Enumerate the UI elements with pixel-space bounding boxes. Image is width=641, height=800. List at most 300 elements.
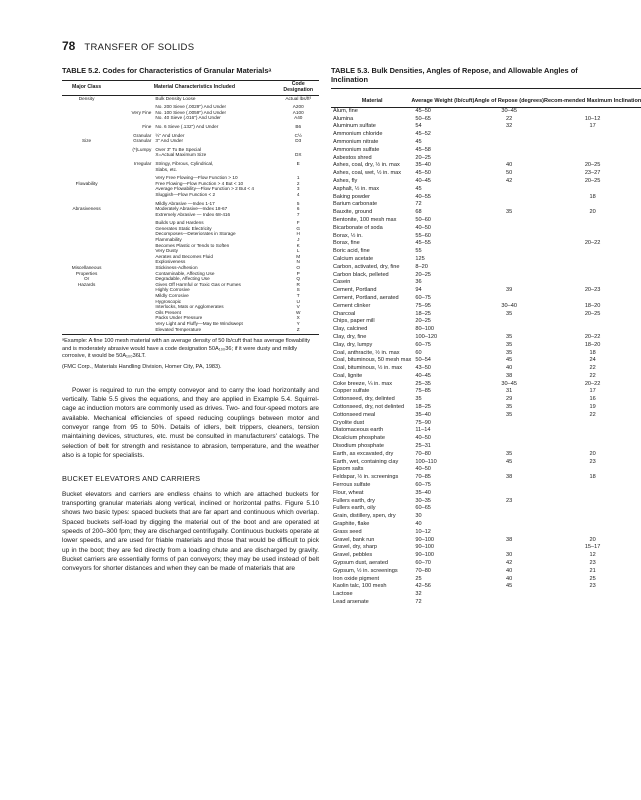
table-5-3-inclination-cell: 20 [589,536,596,543]
table-5-3-weight-cell: 8–20 [415,263,428,270]
table-5-3-inclination-cell [544,513,641,521]
table-5-3-inclination-cell: 20 [589,209,596,216]
table-5-2-caption: TABLE 5.2. Codes for Characteristics of Granular Materialsᵃ [62,66,272,75]
table-5-2-code-cell: A40 [294,115,303,121]
table-5-3-material-cell: Coal, bituminous, ½ in. max [333,365,403,372]
table-5-3-repose-cell [474,256,544,264]
table-5-3-repose-cell: 35 [506,310,513,317]
table-5-2-desc-cell: Generates Static Electricity [155,225,212,231]
table-5-3-repose-cell [474,139,544,147]
table-5-3-inclination-cell [544,147,641,155]
table-5-3-material-cell: Ferrous sulfate [333,482,371,489]
table-5-3-weight-cell: 25–31 [415,443,431,450]
table-5-3-row [331,272,641,280]
table-5-3-weight-cell: 75–95 [415,302,431,309]
table-5-3-repose-cell [474,186,544,194]
table-5-2-desc-cell: Explosiveness [155,259,186,265]
table-5-2-body [62,95,319,335]
table-5-3-row [331,420,641,428]
table-5-2-code-cell: H [296,231,300,237]
table-5-3-repose-cell [474,225,544,233]
table-5-3-repose-cell: 35 [506,349,513,356]
table-5-2-sub-cell: Irregular [133,160,152,166]
table-5-2-desc-cell: Average Flowability—Flow Function > 2 But < 4 [155,186,255,192]
table-5-3-material-cell: Coal, lignite [333,372,363,379]
table-5-3-material-cell: Cement clinker [333,302,371,309]
table-5-3-row [331,537,641,545]
table-5-2-code-cell: 1 [296,175,300,181]
table-5-3-material-cell: Epsom salts [333,466,364,473]
table-5-2-desc-cell: Very Free Flowing—Flow Function > 10 [155,175,238,181]
table-5-2-code-cell: F [296,220,300,226]
table-5-3-repose-cell: 30 [506,552,513,559]
table-5-3-repose-cell: 38 [506,474,513,481]
table-5-3-material-cell: Casein [333,279,351,286]
table-5-3-inclination-cell [544,107,641,115]
right-column [331,66,641,607]
table-5-3-repose-cell [474,443,544,451]
table-5-3 [331,88,641,607]
table-5-3-inclination-cell: 16 [589,396,596,403]
table-5-3-repose-cell [474,217,544,225]
table-5-3-material-cell: Barium carbonate [333,201,378,208]
table-5-3-material-cell: Cement, Portland, aerated [333,294,399,301]
table-5-3-repose-cell: 45 [506,583,513,590]
table-5-3-material-cell: Borax, ½ in. [333,232,363,239]
table-5-2-cls-cell: Properties [75,270,98,276]
table-5-3-repose-cell: 30–45 [501,380,517,387]
table-5-3-inclination-cell [544,256,641,264]
table-5-3-repose-cell [474,295,544,303]
table-5-3-weight-cell: 70–80 [415,450,431,457]
header-material: Material [331,97,411,107]
table-5-3-row [331,474,641,482]
table-5-2-desc-cell: Aerates and Becomes Fluid [155,253,213,259]
table-5-2-code-cell: L [296,248,300,254]
table-5-3-inclination-cell: 17 [589,123,596,130]
table-5-3-row [331,498,641,506]
table-5-3-weight-cell: 45–50 [415,170,431,177]
table-5-3-row [331,303,641,311]
table-5-3-material-cell: Gypsum, ½ in. screenings [333,567,398,574]
table-5-3-inclination-cell: 23–27 [584,170,601,177]
table-5-2-cls-cell: Size [82,138,92,144]
table-5-3-material-cell: Bicarbonate of soda [333,224,383,231]
table-5-3-repose-cell: 45 [506,357,513,364]
footnote-text: ᵃExample: A fine 100 mesh material with an average density of 50 lb/cuft that has average flowability and is moderately abrasive would have a code designation 50A₁₀₀36; if it were dusty and mildly corrosive, it would be 50A₁₀₀36LT. [62,338,311,360]
table-5-3-weight-cell: 30 [415,513,422,520]
table-5-3-inclination-cell: 20–25 [584,162,601,169]
table-5-3-material-cell: Cottonseed, dry, not delinted [333,404,405,411]
table-5-3-material-cell: Borax, fine [333,240,360,247]
table-5-2-code-cell: S [296,287,300,293]
table-5-3-inclination-cell [544,233,641,241]
table-5-2-desc-cell: Slabs, etc. [155,166,178,172]
table-5-3-repose-cell [474,513,544,521]
table-5-2-desc-cell: Very Dusty [155,248,179,254]
table-5-3-material-cell: Boric acid, fine [333,248,370,255]
table-5-3-material-cell: Coal, anthracite, ½ in. max [333,349,400,356]
paragraph-power: Power is required to run the empty conveyor and to carry the load horizontally and vertically. Table 5.5 gives the equations, and they are applied in Example 5.4. Squirrel-cage ac induction motors are commonly used as drives. Two- and four-speed motors are available. Mechanical efficiencies of speed reducing couplings between motor and conveyor range from 95 to 50%. Details of idlers, belt trippers, cleaners, tension maintaining devices, structures, etc. must be consulted in manufacturers' catalogs. The selection of belt for strength and resistance to abrasion, temperature, and the weather also is a topic for specialists. [62,386,319,459]
table-5-3-weight-cell: 40–50 [415,466,431,473]
table-5-3-weight-cell: 60–75 [415,294,431,301]
table-5-3-material-cell: Chips, paper mill [333,318,375,325]
table-5-3-weight-cell: 40 [415,521,422,528]
table-5-3-repose-cell: 31 [506,388,513,395]
table-5-3-row [331,576,641,584]
table-5-3-repose-cell: 35 [506,341,513,348]
table-5-3-inclination-cell [544,420,641,428]
table-5-3-inclination-cell: 25 [589,575,596,582]
table-5-3-material-cell: Grass seed [333,528,362,535]
table-5-3-weight-cell: 35–40 [415,489,431,496]
table-5-3-material-cell: Asbestos shred [333,154,372,161]
table-5-3-inclination-cell: 22 [589,365,596,372]
table-5-3-row [331,459,641,467]
table-5-3-row [331,295,641,303]
table-5-3-material-cell: Fullers earth, dry [333,497,375,504]
table-5-3-material-cell: Calcium acetate [333,255,374,262]
table-5-3-material-cell: Coke breeze, ¼ in. max [333,380,393,387]
table-5-3-material-cell: Graphite, flake [333,521,370,528]
table-5-3-material-cell: Clay, calcined [333,326,368,333]
table-5-2-desc-cell: No. 40 Sieve (.016") And Under [155,115,221,121]
table-5-3-repose-cell [474,264,544,272]
header-material: Material Characteristics Included [111,81,277,96]
table-5-3-row [331,123,641,131]
table-5-3-inclination-cell [544,264,641,272]
table-5-3-row [331,107,641,115]
table-5-2-desc-cell: Moderately Abrasive—Index 18-67 [155,206,228,212]
table-5-3-material-cell: Lead arsenate [333,599,369,605]
body-text [62,386,319,574]
table-5-3-weight-cell: 75–90 [415,419,431,426]
table-5-3-weight-cell: 54 [415,123,422,130]
table-5-3-row [331,451,641,459]
table-5-3-weight-cell: 40–45 [415,372,431,379]
table-5-3-repose-cell [474,521,544,529]
table-5-3-inclination-cell [544,498,641,506]
table-5-3-repose-cell: 45 [506,458,513,465]
table-5-3-weight-cell: 35–40 [415,411,431,418]
table-5-3-repose-cell [474,279,544,287]
table-5-3-row [331,318,641,326]
table-5-3-row [331,404,641,412]
table-5-3-row [331,513,641,521]
table-5-3-inclination-cell [544,466,641,474]
header-major-class: Major Class [62,81,111,96]
table-5-2-desc-cell: Oils Present [155,309,181,315]
table-5-2-desc-cell: Packs Under Pressure [155,315,203,321]
table-5-3-weight-cell: 11–14 [415,427,431,434]
table-5-3-material-cell: Gypsum dust, aerated [333,560,389,567]
table-5-2-desc-cell: Elevated Temperature [155,326,202,332]
table-5-3-repose-cell [474,248,544,256]
table-5-3-repose-cell [474,201,544,209]
table-5-3-repose-cell: 38 [506,372,513,379]
table-5-3-weight-cell: 60 [415,349,422,356]
table-5-3-repose-cell: 35 [506,450,513,457]
table-5-3-weight-cell: 35 [415,396,422,403]
table-5-3-weight-cell: 35–40 [415,162,431,169]
table-5-3-repose-cell [474,591,544,599]
table-5-3-weight-cell: 45 [415,185,422,192]
table-5-2-footnote [62,338,319,371]
table-5-3-inclination-cell [544,427,641,435]
table-5-3-repose-cell [474,155,544,163]
table-5-3-weight-cell: 25 [415,575,422,582]
table-5-3-material-cell: Aluminum sulfate [333,123,376,130]
table-5-2 [62,80,319,335]
table-5-3-repose-cell [474,240,544,248]
table-5-3-weight-cell: 18–25 [415,404,431,411]
table-5-3-repose-cell: 40 [506,365,513,372]
table-5-3-material-cell: Coal, bituminous, 50 mesh max [333,357,412,364]
table-5-3-repose-cell [474,326,544,334]
table-5-2-desc-cell: Stringy, Fibrous, Cylindrical, [155,160,214,166]
page-number: 78 [62,39,76,53]
table-5-3-inclination-cell: 19 [589,404,596,411]
table-5-3-material-cell: Feldspar, ½ in. screenings [333,474,399,481]
table-5-2-desc-cell: Free Flowing—Flow Function > 4 But < 10 [155,180,244,186]
table-5-2-code-cell: 4 [296,191,300,197]
table-5-3-row [331,490,641,498]
header-weight: Average Weight (lb/cuft) [411,97,474,107]
table-5-3-row [331,248,641,256]
table-5-2-code-cell: 7 [296,211,300,217]
table-5-3-repose-cell [474,435,544,443]
table-5-3-row [331,435,641,443]
table-5-3-material-cell: Charcoal [333,310,356,317]
table-5-2-desc-cell: Sluggish—Flow Function < 2 [155,191,216,197]
table-5-3-weight-cell: 50–60 [415,216,431,223]
table-5-3-repose-cell: 30–45 [501,107,517,114]
table-5-3-material-cell: Kaolin talc, 100 mesh [333,583,387,590]
paragraph-bucket-elevators: Bucket elevators and carriers are endless chains to which are attached buckets for transporting granular materials along vertical, inclined or horizontal paths. Figure 5.10 shows two basic types: spaced buckets that are far apart and continuous which overlap. Spaced buckets self-load by digging the material out of the boot and are operated at speeds of 200–300 fpm; they are discharged centrifugally. Continuous buckets operate at lower speeds, and are used for friable materials and those that would be difficult to pick up in the boot; they are fed directly from a loading chute and are discharged by gravity. Bucket carriers are essentially forms of pan conveyors; they may be used instead of belt conveyors for shorter distances and when they can be made of materials that are [62,490,319,573]
table-5-2-code-cell: 3 [296,186,300,192]
table-5-3-row [331,116,641,124]
page-header [62,39,194,53]
table-5-3-weight-cell: 68 [415,209,422,216]
table-5-3-inclination-cell: 12 [589,552,596,559]
table-5-3-weight-cell: 10–12 [415,528,431,535]
table-5-3-inclination-cell [544,521,641,529]
table-5-2-code-cell: M [296,253,301,259]
table-5-3-inclination-cell [544,591,641,599]
table-5-3-row [331,599,641,607]
table-5-3-inclination-cell [544,505,641,513]
table-5-3-row [331,365,641,373]
table-5-3-row [331,256,641,264]
table-5-3-inclination-cell: 20–25 [584,310,601,317]
table-5-3-repose-cell [474,544,544,552]
table-5-3-repose-cell: 42 [506,560,513,567]
table-5-3-row [331,287,641,295]
table-5-3-material-cell: Ashes, coal, dry, ½ in. max [333,162,400,169]
table-5-2-desc-cell: Very Light and Fluffy—May Be Windswept [155,320,243,326]
table-5-2-desc-cell: Builds Up and Hardens [155,220,204,226]
table-5-2-code-cell: A200 [292,104,304,110]
table-5-3-material-cell: Fullers earth, oily [333,505,376,512]
table-5-3-row [331,147,641,155]
table-5-3-weight-cell: 94 [415,287,422,294]
table-5-3-repose-cell: 42 [506,177,513,184]
table-5-2-desc-cell: No. 200 Sieve (.0029") And Under [155,104,227,110]
table-5-3-material-cell: Dicalcium phosphate [333,435,385,442]
table-5-3-repose-cell: 38 [506,536,513,543]
table-5-2-desc-cell: Highly Corrosive [155,287,190,293]
table-5-3-inclination-cell: 18 [589,349,596,356]
table-5-3-row [331,357,641,365]
table-5-3-material-cell: Alumina [333,115,354,122]
table-5-3-row [331,178,641,186]
table-5-3-inclination-cell: 21 [589,567,596,574]
table-5-3-inclination-cell [544,435,641,443]
table-5-3-row [331,568,641,576]
table-5-2-desc-cell: Becomes Plastic or Tends to Soften [155,242,230,248]
table-5-2-code-cell: W [296,309,301,315]
table-5-3-material-cell: Bentonite, 100 mesh max [333,216,397,223]
table-5-3-weight-cell: 40–50 [415,435,431,442]
table-5-2-header-row [62,81,319,96]
table-5-2-desc-cell: No. 6 Sieve (.132") And Under [155,123,219,129]
table-5-2-code-cell: V [296,304,300,310]
table-5-3-material-cell: Ashes, coal, wet, ½ in. max [333,170,402,177]
table-5-3-weight-cell: 18–25 [415,310,431,317]
table-5-2-code-cell: A100 [292,109,304,115]
table-5-3-inclination-cell: 18 [589,474,596,481]
table-5-2-code-cell: Y [296,320,300,326]
section-title: BUCKET ELEVATORS AND CARRIERS [62,474,201,484]
table-5-2-code-cell: 6 [296,206,300,212]
table-5-3-row [331,583,641,591]
table-5-3-weight-cell: 45–50 [415,107,431,114]
table-5-3-material-cell: Ashes, fly [333,177,358,184]
table-5-3-inclination-cell: 17 [589,388,596,395]
table-5-3-weight-cell: 45–58 [415,146,431,153]
table-5-3-inclination-cell [544,490,641,498]
table-5-3-repose-cell: 22 [506,115,513,122]
table-5-3-inclination-cell [544,295,641,303]
table-5-3-body [331,107,641,607]
table-5-2-desc-cell: Mildly Corrosive [155,293,189,298]
table-5-2-desc-cell: Contaminable, Affecting Use [155,270,215,276]
table-5-2-code-cell: 2 [296,180,300,186]
table-5-3-weight-cell: 60–75 [415,482,431,489]
table-5-3-material-cell: Diatomaceous earth [333,427,384,434]
table-5-3-material-cell: Gravel, bank run [333,536,375,543]
table-5-3-repose-cell [474,194,544,202]
table-5-3-repose-cell: 50 [506,170,513,177]
table-5-2-desc-cell: Extremely Abrasive — Index 68-416 [155,211,231,217]
table-5-2-code-cell: C½ [294,132,302,138]
table-5-2-sub-cell: Granular [133,138,152,144]
table-5-3-weight-cell: 100–110 [415,458,437,465]
table-5-2-sub-cell: (*)Lumpy [132,146,152,152]
table-5-3-repose-cell [474,131,544,139]
table-5-3-weight-cell: 20–25 [415,271,431,278]
table-5-3-inclination-cell: 15–17 [584,544,601,551]
table-5-3-weight-cell: 45 [415,138,422,145]
table-5-3-inclination-cell [544,318,641,326]
table-5-3-repose-cell [474,233,544,241]
table-5-2-code-cell: X [296,315,300,321]
header-repose: Angle of Repose (degrees) [474,97,544,107]
table-5-2-desc-cell: Degradable, Affecting Use [155,276,210,282]
table-5-3-repose-cell: 35 [506,209,513,216]
table-5-3-material-cell: Ammonium nitrate [333,138,379,145]
table-5-3-row [331,264,641,272]
table-5-3-weight-cell: 125 [415,255,425,262]
table-5-3-material-cell: Bauxite, ground [333,209,373,216]
table-5-3-material-cell: Cottonseed meal [333,411,376,418]
table-5-3-row [331,396,641,404]
table-5-3-row [331,170,641,178]
table-5-3-row [331,373,641,381]
table-5-2-code-cell: G [296,225,301,231]
table-5-2-desc-cell: Gives Off Harmful or Toxic Gas or Fumes [155,281,241,287]
table-5-2-code-cell: Actual lbs/ft³ [285,95,312,101]
table-5-2-code-cell: P [296,270,300,276]
table-5-3-material-cell: Earth, as excavated, dry [333,450,394,457]
table-5-3-material-cell: Ammonium chloride [333,131,383,138]
table-5-3-row [331,194,641,202]
table-5-3-material-cell: Grain, distillery, spen, dry [333,513,396,520]
table-5-3-weight-cell: 60–70 [415,560,431,567]
table-5-3-row [331,412,641,420]
table-5-3-row [331,482,641,490]
table-5-2-bottom-rule [62,332,319,335]
table-5-2-desc-cell: Flammability [155,237,182,243]
table-5-3-row [331,381,641,389]
table-5-3-inclination-cell: 24 [589,357,596,364]
table-5-3-row [331,279,641,287]
table-5-3-inclination-cell: 18 [589,193,596,200]
table-5-3-material-cell: Cryolite dust [333,419,365,426]
table-5-3-material-cell: Cement, Portland [333,287,377,294]
table-5-2-desc-cell: Bulk Density Loose [155,95,196,101]
table-5-3-material-cell: Lactose [333,591,353,598]
table-5-2-desc-cell: 3" And Under [155,138,184,144]
table-5-3-weight-cell: 55–60 [415,232,431,239]
table-5-3-row [331,505,641,513]
table-5-3-material-cell: Disodium phosphate [333,443,384,450]
table-5-2-code-cell: B6 [295,123,302,129]
table-5-2-desc-cell: Stickiness-Adhesion [155,265,198,271]
table-5-3-row [331,560,641,568]
table-5-3-row [331,544,641,552]
table-5-2-code-cell: Z [296,326,300,332]
table-5-2-sub-cell: Granular [133,132,152,138]
table-5-3-repose-cell: 39 [506,287,513,294]
table-5-3-repose-cell: 40 [506,575,513,582]
table-5-3-inclination-cell: 18–20 [584,341,601,348]
table-5-3-row [331,240,641,248]
table-5-3-material-cell: Iron oxide pigment [333,575,380,582]
table-5-3-inclination-cell [544,326,641,334]
table-5-2-code-cell: DX [294,152,302,158]
table-5-3-caption: TABLE 5.3. Bulk Densities, Angles of Repose, and Allowable Angles of Inclination [331,66,578,84]
table-5-3-material-cell: Gravel, pebbles [333,552,373,559]
table-5-2-desc-cell: Decomposes—Deteriorates in Storage [155,231,236,237]
table-5-3-weight-cell: 50–54 [415,357,431,364]
table-5-3-weight-cell: 42–56 [415,583,431,590]
table-5-3-material-cell: Flour, wheat [333,489,364,496]
table-5-3-repose-cell: 30–40 [501,302,517,309]
table-5-2-desc-cell: Mildly Abrasive —Index 1-17 [155,200,215,206]
table-5-2-code-cell: E [296,160,300,166]
table-5-3-weight-cell: 90–100 [415,544,435,551]
